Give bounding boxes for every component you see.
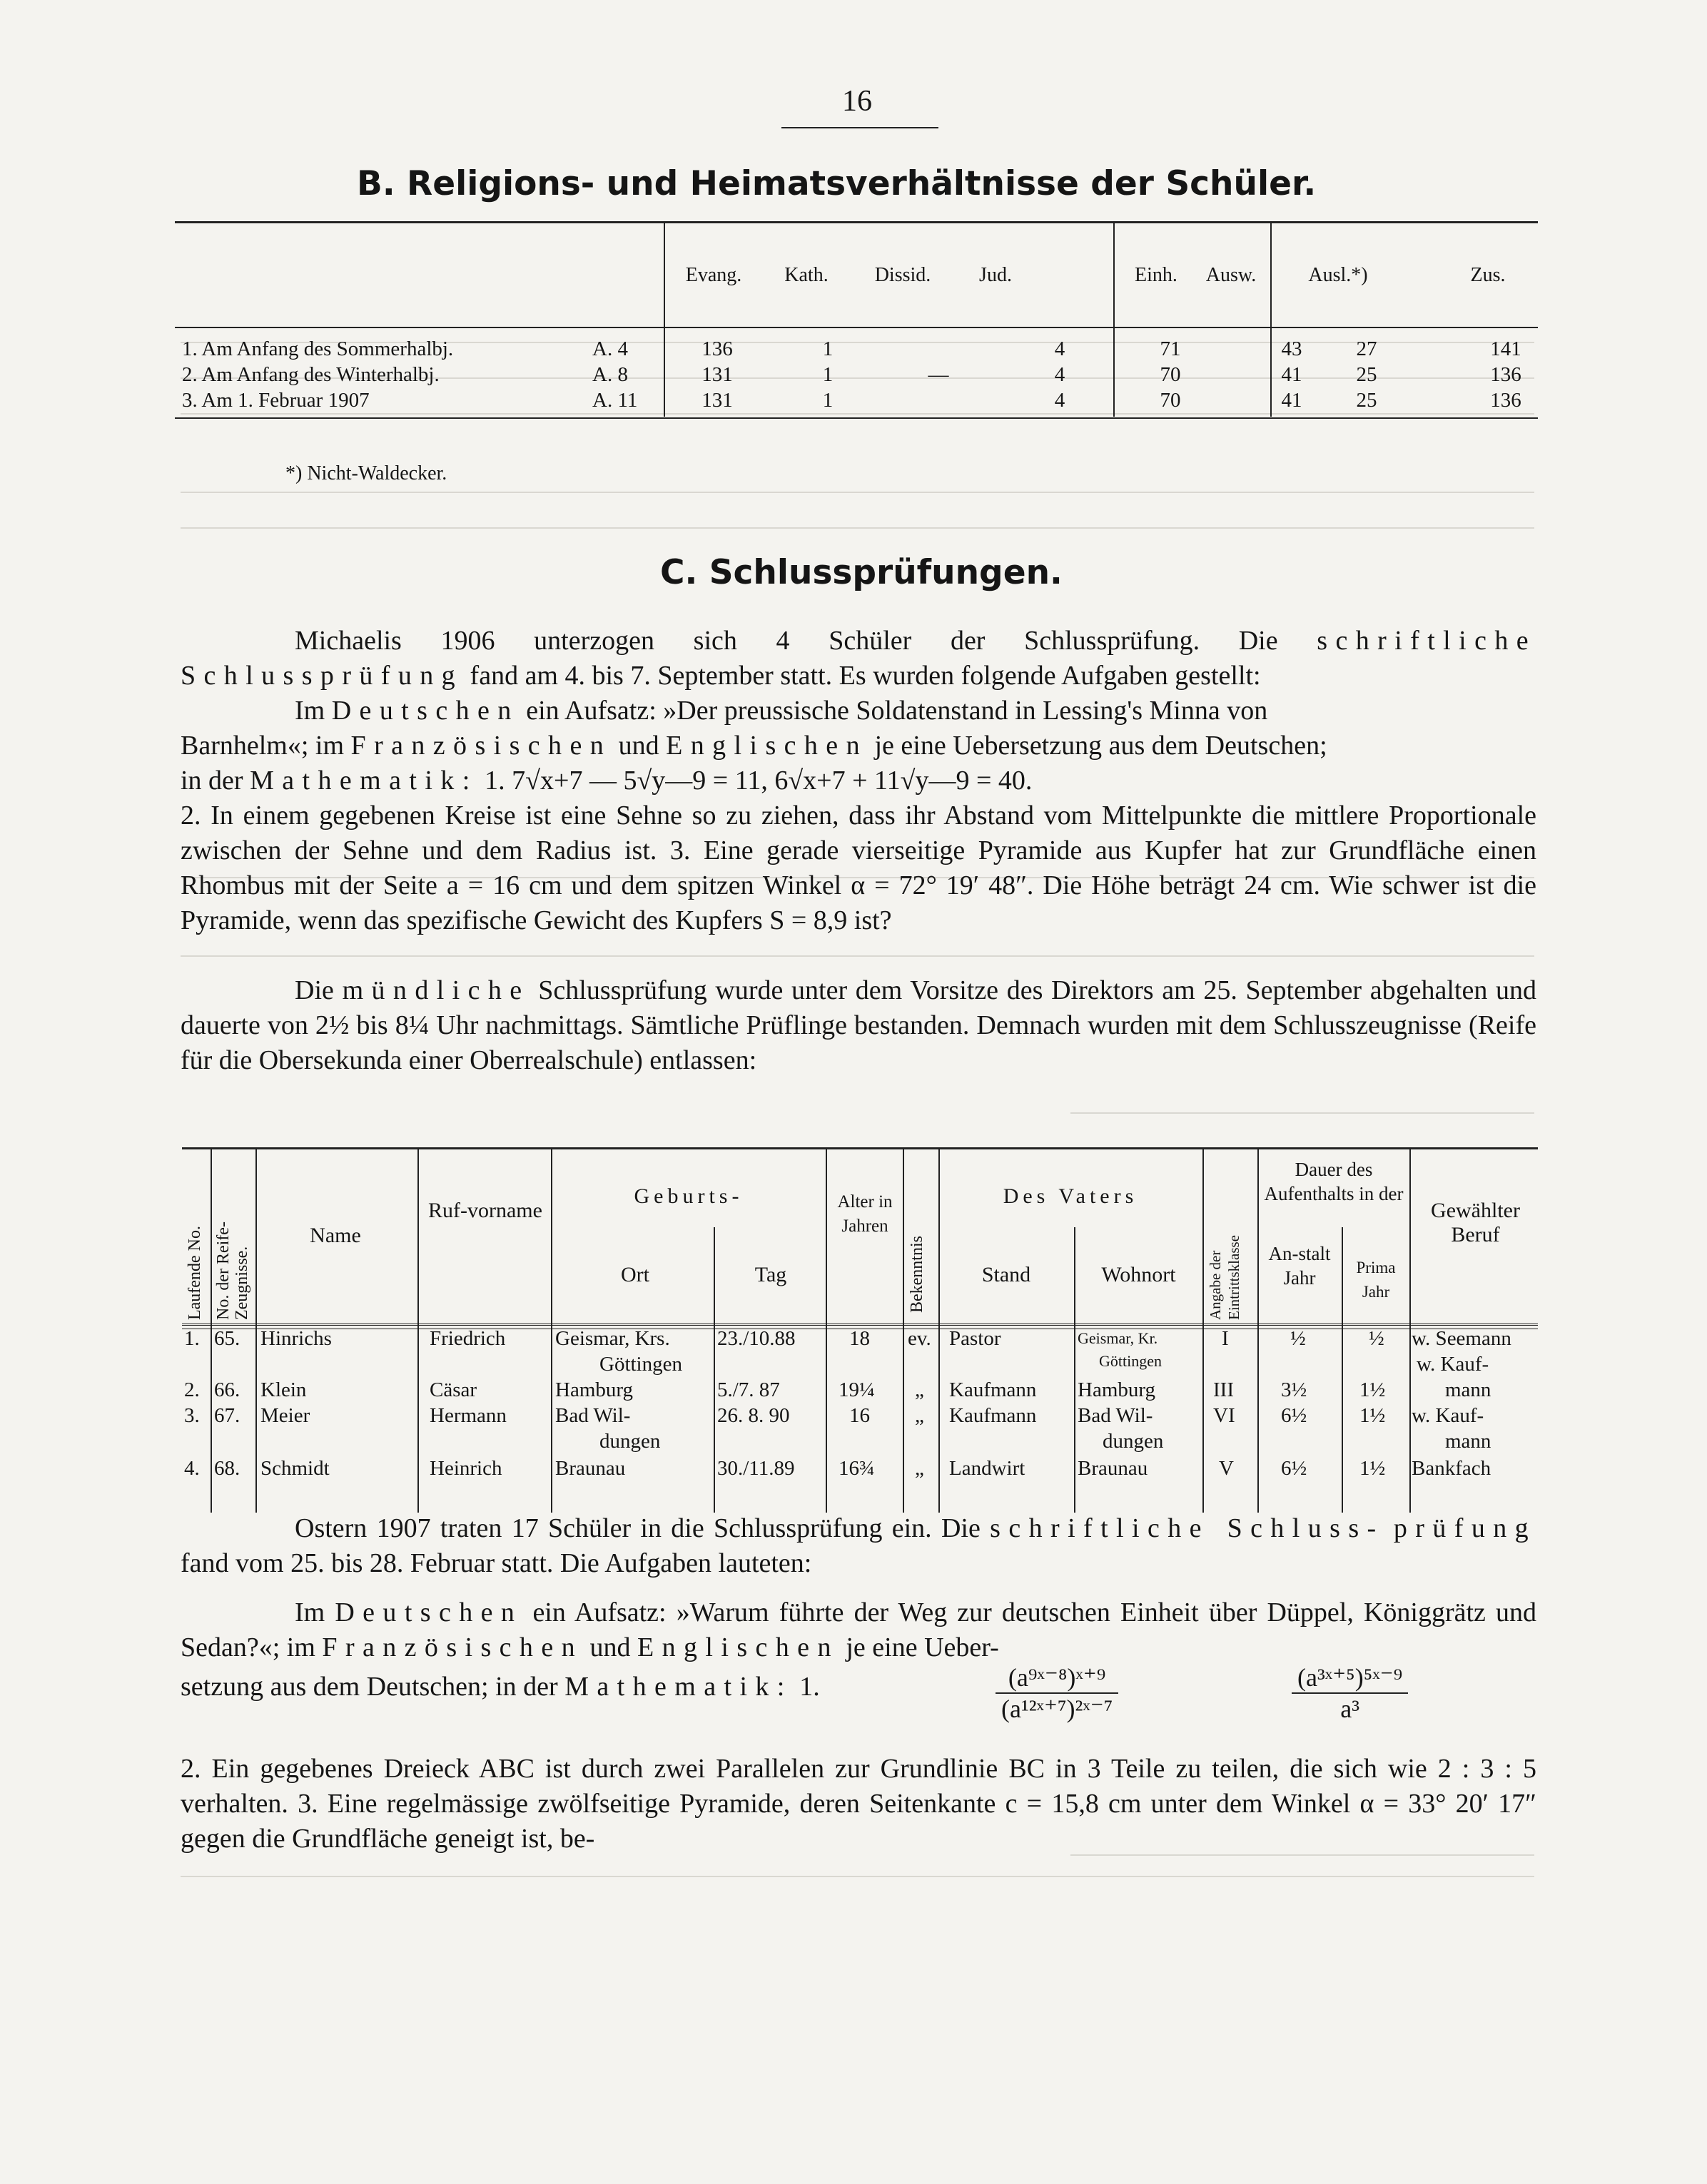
header-stand: Stand (981, 1263, 1031, 1286)
table-row-alter: A. 11 (592, 389, 638, 412)
table-cell: 136 (1490, 389, 1521, 412)
table-divider (938, 1149, 940, 1513)
column-header: Ausw. (1205, 264, 1257, 286)
header-eintrittsklasse: Angabe der Eintrittsklasse (1207, 1235, 1242, 1320)
header-name: Name (310, 1224, 361, 1247)
table-divider (1270, 223, 1272, 417)
table-divider (1257, 1149, 1259, 1513)
table-cell: 43 (1281, 337, 1302, 360)
table-divider (551, 1149, 552, 1513)
paragraph-michaelis: Michaelis 1906 unterzogen sich 4 Schüler der Schlussprüfung. Die schriftliche Schlussprüfung fand am 4. bis 7. September statt. Es wurden folgende Aufgaben gestellt: (181, 626, 1537, 691)
table-divider (664, 223, 665, 417)
header-bekenntnis: Bekenntnis (908, 1236, 926, 1313)
table-cell: 131 (701, 363, 733, 386)
header-geburts: Geburts- (634, 1184, 744, 1208)
math-line: setzung aus dem Deutschen; in der Mathematik: 1. (181, 1672, 820, 1702)
table-divider (714, 1227, 715, 1513)
table-cell: 25 (1356, 389, 1377, 412)
table-cell: 1 (822, 389, 834, 412)
header-tag: Tag (754, 1263, 787, 1286)
table-divider (417, 1149, 419, 1513)
table-divider (1113, 223, 1115, 417)
page-number: 16 (842, 85, 872, 118)
paragraph-muendliche: Die mündliche Schlussprüfung wurde unter dem Vorsitze des Direktors am 25. September abgehalten und dauerte von 2½ bis 8¼ Uhr nachmittags. Sämtliche Prüflinge bestanden. Demnach wurden mit dem Schlusszeugnisse (Reife für die Obersekunda einer Oberrealschule) entlassen: (181, 975, 1536, 1075)
header-beruf: Gewählter Beruf (1431, 1199, 1520, 1246)
table-cell: 70 (1160, 363, 1181, 386)
table-cell: — (928, 363, 949, 386)
section-c-heading: C. Schlussprüfungen. (660, 553, 1063, 592)
header-ort: Ort (621, 1263, 649, 1286)
table-cell: 4 (1054, 337, 1065, 360)
table-rule-header (175, 327, 1538, 328)
header-dauer: Dauer des Aufenthalts in der (1264, 1159, 1404, 1204)
table-cell: 136 (701, 337, 733, 360)
header-laufende-no: Laufende No. (186, 1226, 204, 1320)
table-cell: 1 (822, 337, 834, 360)
column-header: Ausl.*) (1308, 264, 1368, 286)
table-rule-top (182, 1147, 1538, 1149)
column-header: Einh. (1135, 264, 1177, 286)
table-cell: 27 (1356, 337, 1377, 360)
header-alter: Alter in Jahren (837, 1192, 893, 1236)
table-cell: 25 (1356, 363, 1377, 386)
header-reife-no: No. der Reife-Zeugnisse. (214, 1221, 251, 1320)
table-cell: 1 (822, 363, 834, 386)
column-header: Zus. (1470, 264, 1506, 286)
table-cell: 136 (1490, 363, 1521, 386)
table-row-alter: A. 4 (592, 337, 628, 360)
column-header: Jud. (979, 264, 1012, 286)
paragraph-aufgaben-continued: 2. Ein gegebenes Dreieck ABC ist durch zwei Parallelen zur Grundlinie BC in 3 Teile zu teilen, die sich wie 2 : 3 : 5 verhalten. 3. Eine regelmässige zwölfseitige Pyramide, deren Seitenkante c = 15,8 cm unter dem Winkel α = 33° 20′ 17″ gegen die Grundfläche geneigt ist, be- (181, 1754, 1536, 1854)
header-rufname: Ruf-vorname (428, 1199, 542, 1222)
page-number-rule (781, 127, 938, 128)
table-row-label: 3. Am 1. Februar 1907 (182, 389, 370, 412)
paragraph-ostern: Ostern 1907 traten 17 Schüler in die Schlussprüfung ein. Die schriftliche Schluss- prüfung fand vom 25. bis 28. Februar statt. Die Aufgaben lauteten: (181, 1513, 1537, 1578)
column-header: Evang. (685, 264, 742, 286)
table-rule-top (175, 221, 1538, 223)
table-divider (211, 1149, 212, 1513)
table-row-label: 2. Am Anfang des Winterhalbj. (182, 363, 440, 386)
header-wohnort: Wohnort (1101, 1263, 1176, 1286)
table-divider (255, 1149, 257, 1513)
section-b-heading: B. Religions- und Heimatsverhältnisse der Schüler. (357, 164, 1317, 203)
table-divider (826, 1149, 827, 1513)
table-row-alter: A. 8 (592, 363, 628, 386)
paragraph-aufgaben-1906: Im Deutschen ein Aufsatz: »Der preussische Soldatenstand in Lessing's Minna von Barnhelm«; im Französischen und Englischen je eine Uebersetzung aus dem Deutschen; in der Mathematik: 1. 7√x+7 — 5√y—9 = 11, 6√x+7 + 11√y—9 = 40. 2. In einem gegebenen Kreise ist eine Sehne so zu ziehen, dass ihr Abstand vom Mittelpunkte die mittlere Proportionale zwischen der Sehne und dem Radius ist. 3. Eine gerade vierseitige Pyramide aus Kupfer hat zur Grundfläche einen Rhombus mit der Seite a = 16 cm und dem spitzen Winkel α = 72° 19′ 48″. Die Höhe beträgt 24 cm. Wie schwer ist die Pyramide, wenn das spezifische Gewicht des Kupfers S = 8,9 ist? (181, 696, 1536, 935)
table-divider (1409, 1149, 1411, 1513)
header-anstalt: An-stalt Jahr (1268, 1243, 1331, 1289)
table-cell: 131 (701, 389, 733, 412)
footnote: *) Nicht-Waldecker. (285, 462, 447, 484)
table-cell: 4 (1054, 363, 1065, 386)
column-header: Dissid. (874, 264, 931, 286)
table-cell: 71 (1160, 337, 1181, 360)
header-vaters: Des Vaters (1003, 1184, 1138, 1208)
table-row-label: 1. Am Anfang des Sommerhalbj. (182, 337, 454, 360)
table-divider (1074, 1227, 1075, 1513)
header-prima: Prima Jahr (1356, 1259, 1396, 1301)
table-cell: 41 (1281, 363, 1302, 386)
table-divider (1202, 1149, 1204, 1513)
table-cell: 70 (1160, 389, 1181, 412)
table-cell: 141 (1490, 337, 1521, 360)
paragraph-aufgaben-1907: Im Deutschen ein Aufsatz: »Warum führte der Weg zur deutschen Einheit über Düppel, Königgrätz und Sedan?«; im Französischen und Englischen je eine Ueber- (181, 1598, 1537, 1662)
table-divider (903, 1149, 904, 1513)
column-header: Kath. (784, 264, 829, 286)
formula-fraction-2: $\frac{\text{(a³ˣ⁺⁵)⁵ˣ⁻⁹}}{\text{a³}}$ (1292, 1662, 1408, 1724)
table-cell: 4 (1054, 389, 1065, 412)
table-cell: 41 (1281, 389, 1302, 412)
table-rule-bottom (175, 417, 1538, 419)
formula-fraction-1: $\frac{\text{(a⁹ˣ⁻⁸)ˣ⁺⁹}}{\text{(a¹²ˣ⁺⁷)²ˣ⁻⁷}}$ (996, 1662, 1118, 1724)
